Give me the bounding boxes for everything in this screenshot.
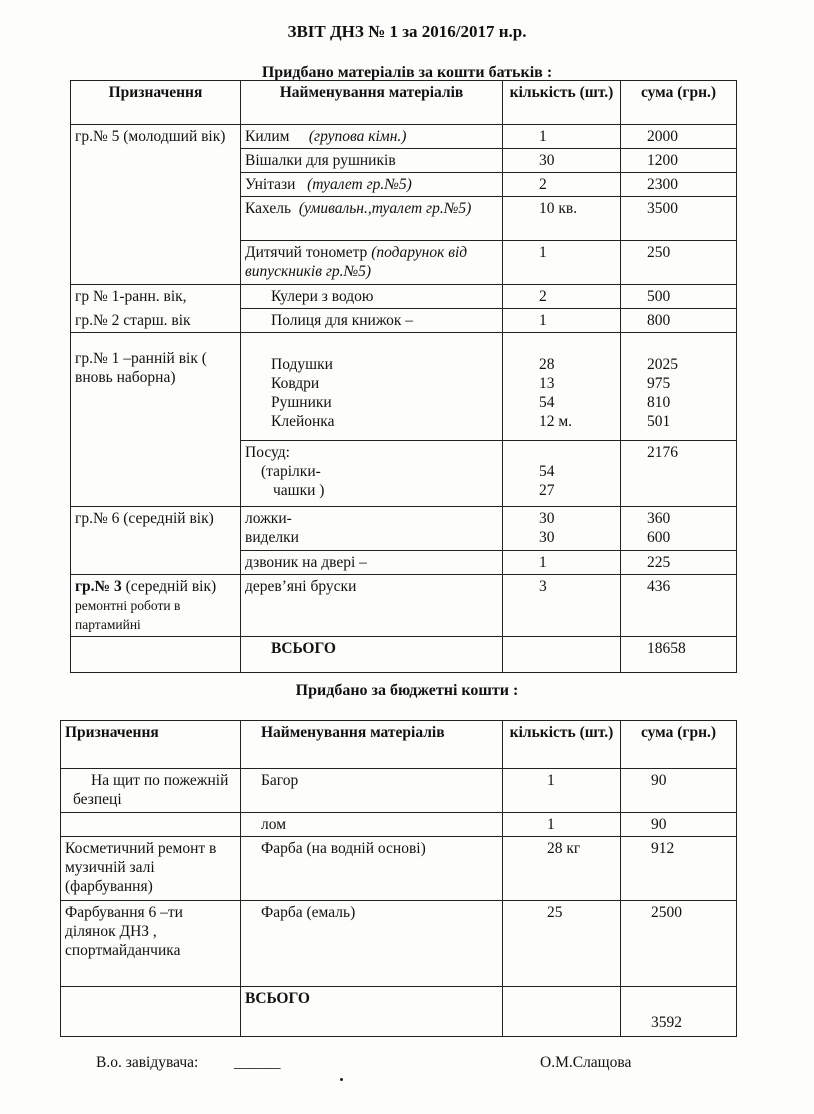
purpose-cell: гр.№ 5 (молодший вік) xyxy=(71,125,241,285)
item-name: Кахель (умивальн.,туалет гр.№5) xyxy=(241,197,503,241)
purpose-cell: гр.№ 6 (середній вік) xyxy=(71,507,241,575)
purpose-cell xyxy=(61,813,241,837)
signature-name: О.М.Слащова xyxy=(540,1054,632,1071)
item-name: Фарба (на водній основі) xyxy=(241,837,503,901)
table-row xyxy=(71,285,737,309)
item-name: Посуд: (тарілки- чашки ) xyxy=(241,441,503,507)
total-row xyxy=(71,637,737,673)
item-name: дерев’яні бруски xyxy=(241,575,503,637)
item-sum: 912 xyxy=(621,837,737,901)
item-sum: 436 xyxy=(621,575,737,637)
header-name: Найменування матеріалів xyxy=(241,721,503,769)
table-row xyxy=(71,507,737,551)
item-name: Дитячий тонометр (подарунок від випускників гр.№5) xyxy=(241,241,503,285)
item-qty: 2 xyxy=(503,285,621,309)
item-sum: 3500 xyxy=(621,197,737,241)
header-purpose: Призначення xyxy=(61,721,241,769)
item-qty: 54 27 xyxy=(503,441,621,507)
item-name: Фарба (емаль) xyxy=(241,901,503,987)
item-qty: 1 xyxy=(503,769,621,813)
item-sum: 2025 975 810 501 xyxy=(621,333,737,441)
item-name: дзвоник на двері – xyxy=(241,551,503,575)
item-sum: 2300 xyxy=(621,173,737,197)
item-sum: 2500 xyxy=(621,901,737,987)
purpose-cell: Косметичний ремонт в музичній залі (фарбування) xyxy=(61,837,241,901)
item-name: Багор xyxy=(241,769,503,813)
item-name: Подушки Ковдри Рушники Клейонка xyxy=(241,333,503,441)
parents-subtitle: Придбано матеріалів за кошти батьків : xyxy=(261,64,553,81)
item-sum: 2176 xyxy=(621,441,737,507)
total-sum: 18658 xyxy=(621,637,737,673)
item-qty: 2 xyxy=(503,173,621,197)
item-name: Вішалки для рушників xyxy=(241,149,503,173)
item-qty: 1 xyxy=(503,551,621,575)
item-sum: 225 xyxy=(621,551,737,575)
item-name: лом xyxy=(241,813,503,837)
item-qty: 10 кв. xyxy=(503,197,621,241)
item-qty: 28 кг xyxy=(503,837,621,901)
purpose-cell: На щит по пожежній безпеці xyxy=(61,769,241,813)
item-sum: 500 xyxy=(621,285,737,309)
item-sum: 2000 xyxy=(621,125,737,149)
signature-line: ______ xyxy=(234,1054,281,1071)
parents-table xyxy=(70,80,737,673)
table-row xyxy=(61,901,737,987)
item-qty: 1 xyxy=(503,309,621,333)
header-qty: кількість (шт.) xyxy=(503,81,621,125)
total-label: ВСЬОГО xyxy=(241,987,503,1037)
item-name: Унітази (туалет гр.№5) xyxy=(241,173,503,197)
table-row xyxy=(61,769,737,813)
item-sum: 1200 xyxy=(621,149,737,173)
purpose-cell: гр № 1-ранн. вік, xyxy=(71,285,241,309)
table-row xyxy=(61,837,737,901)
item-qty: 25 xyxy=(503,901,621,987)
item-sum: 800 xyxy=(621,309,737,333)
purpose-cell: гр.№ 3 (середній вік) ремонтні роботи в партамийні xyxy=(71,575,241,637)
table-row xyxy=(61,813,737,837)
signature-role: В.о. завідувача: xyxy=(96,1054,199,1071)
item-sum: 90 xyxy=(621,769,737,813)
budget-table xyxy=(60,720,737,1037)
table-row xyxy=(71,125,737,149)
item-qty: 28 13 54 12 м. xyxy=(503,333,621,441)
total-sum: 3592 xyxy=(621,987,737,1037)
purpose-cell: гр.№ 2 старш. вік xyxy=(71,309,241,333)
purpose-cell: Фарбування 6 –ти ділянок ДНЗ , спортмайданчика xyxy=(61,901,241,987)
item-name: ложки- виделки xyxy=(241,507,503,551)
scan-dot xyxy=(340,1078,343,1081)
item-qty: 1 xyxy=(503,241,621,285)
item-name: Кулери з водою xyxy=(241,285,503,309)
total-label: ВСЬОГО xyxy=(241,637,503,673)
item-qty: 30 30 xyxy=(503,507,621,551)
header-name: Найменування матеріалів xyxy=(241,81,503,125)
item-qty: 1 xyxy=(503,125,621,149)
header-purpose: Призначення xyxy=(71,81,241,125)
header-qty: кількість (шт.) xyxy=(503,721,621,769)
item-sum: 360 600 xyxy=(621,507,737,551)
item-qty: 30 xyxy=(503,149,621,173)
total-row xyxy=(61,987,737,1037)
table-row xyxy=(71,575,737,637)
table-row xyxy=(71,309,737,333)
budget-subtitle: Придбано за бюджетні кошти : xyxy=(295,682,519,699)
item-name: Полиця для книжок – xyxy=(241,309,503,333)
purpose-cell: гр.№ 1 –ранній вік ( вновь наборна) xyxy=(71,333,241,507)
header-sum: сума (грн.) xyxy=(621,721,737,769)
item-sum: 90 xyxy=(621,813,737,837)
item-qty: 3 xyxy=(503,575,621,637)
item-qty: 1 xyxy=(503,813,621,837)
report-title: ЗВІТ ДНЗ № 1 за 2016/2017 н.р. xyxy=(287,22,527,41)
table-header-row xyxy=(61,721,737,769)
table-row xyxy=(71,333,737,441)
header-sum: сума (грн.) xyxy=(621,81,737,125)
table-header-row xyxy=(71,81,737,125)
item-sum: 250 xyxy=(621,241,737,285)
item-name: Килим (групова кімн.) xyxy=(241,125,503,149)
